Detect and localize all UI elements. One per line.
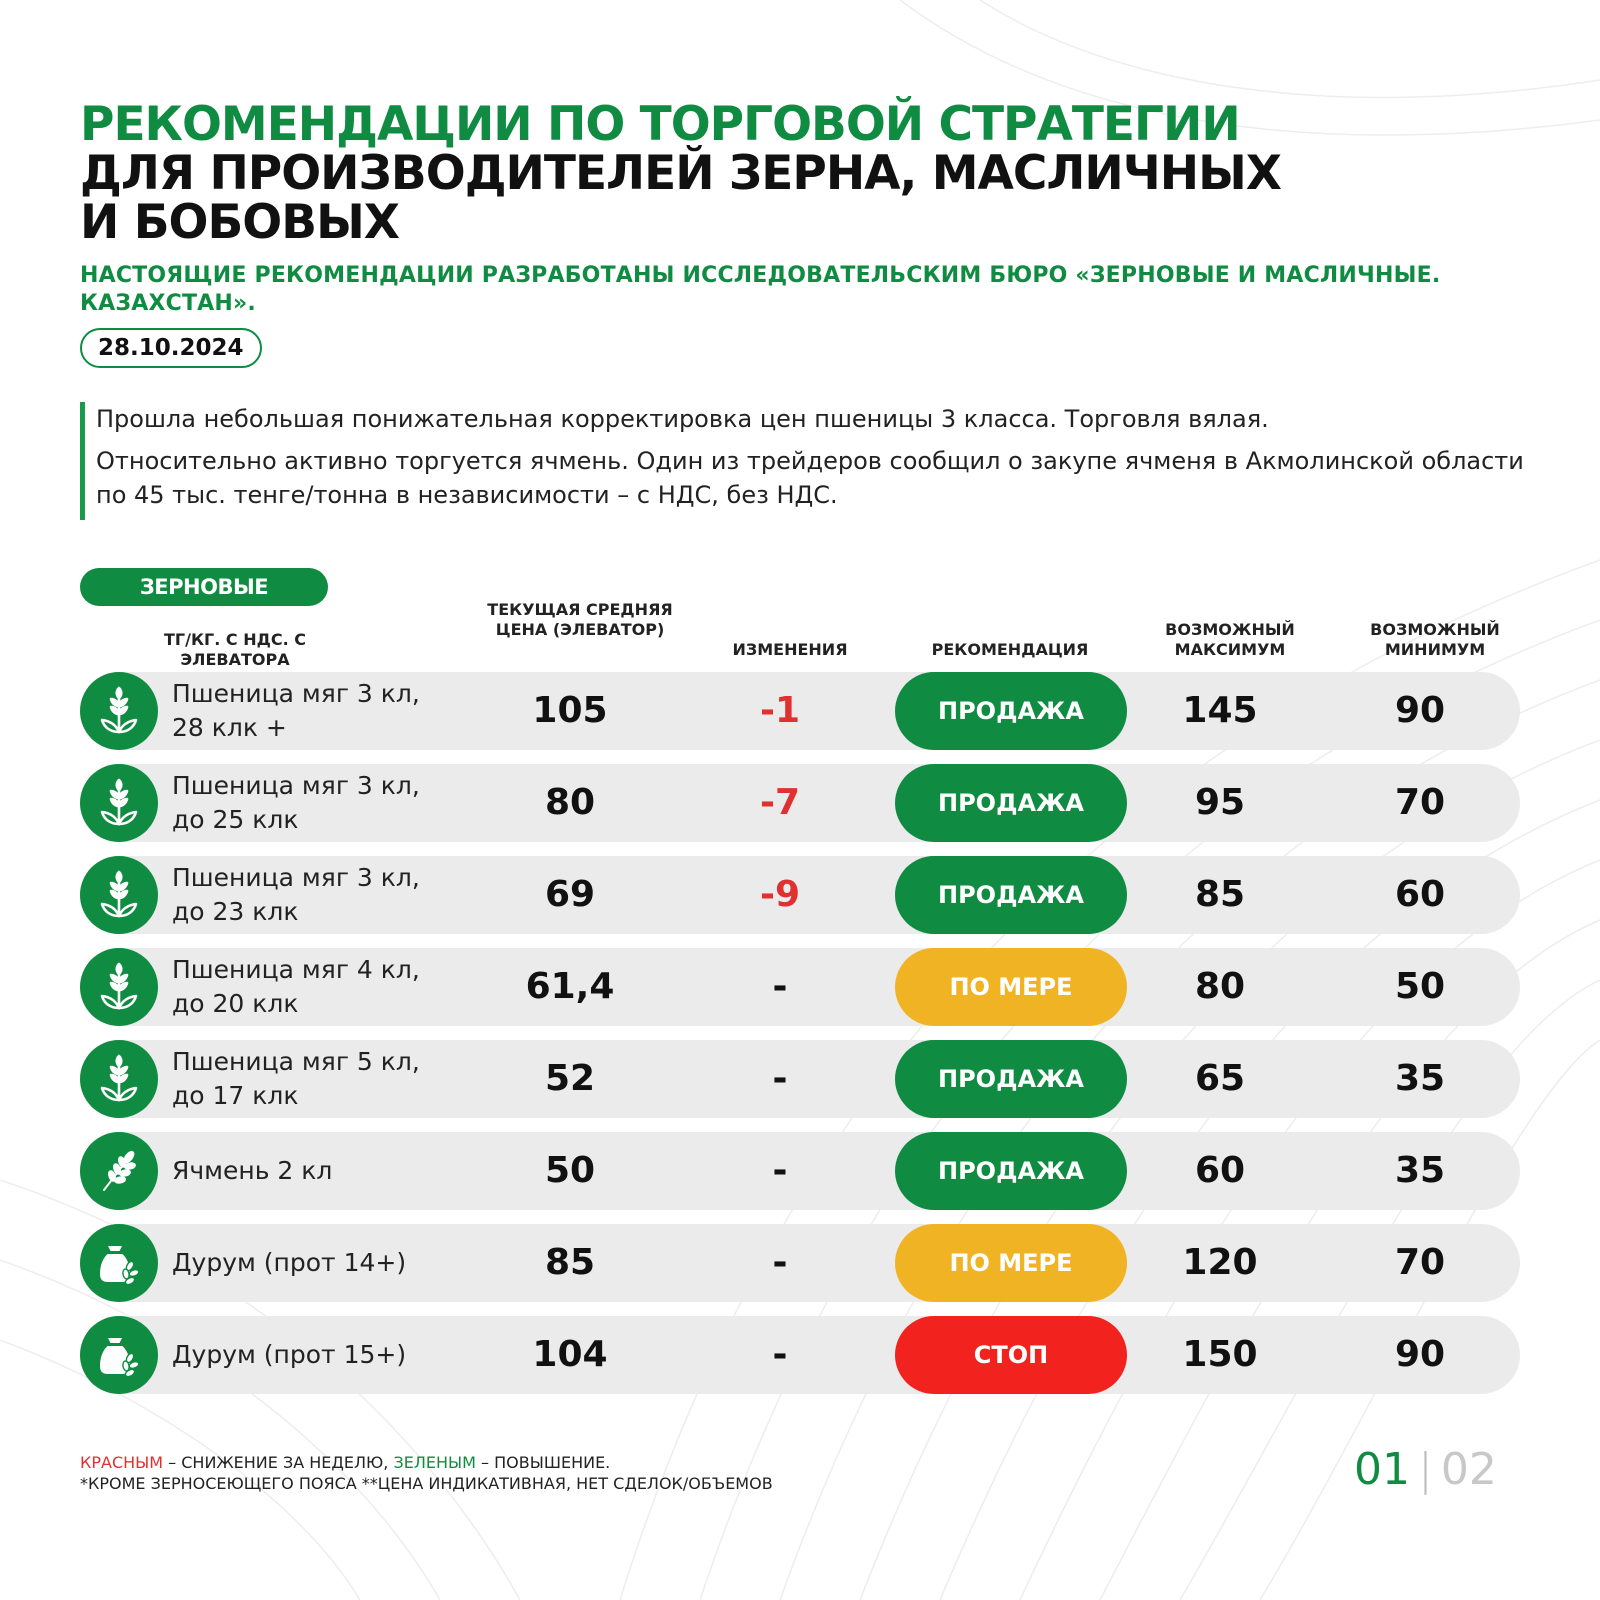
recommendation-badge: ПРОДАЖА: [895, 856, 1127, 934]
possible-max: 150: [1182, 1334, 1258, 1375]
footnote-green-word: ЗЕЛЕНЫМ: [393, 1453, 476, 1472]
page-title: [80, 97, 1540, 250]
possible-min: 90: [1394, 690, 1446, 731]
wheat-icon: [80, 948, 158, 1026]
price-change: -: [772, 966, 788, 1007]
possible-min: 50: [1394, 966, 1446, 1007]
table-row: [80, 1040, 1520, 1118]
header-unit: ТГ/КГ. С НДС. С ЭЛЕВАТОРА: [164, 630, 306, 669]
title-line-3: И БОБОВЫХ: [80, 195, 400, 250]
wheat-icon: [80, 856, 158, 934]
current-price: 69: [544, 874, 596, 915]
category-badge: ЗЕРНОВЫЕ: [80, 568, 328, 606]
crop-name: Пшеница мяг 4 кл, до 20 клк: [172, 955, 420, 1018]
title-line-2: ДЛЯ ПРОИЗВОДИТЕЛЕЙ ЗЕРНА, МАСЛИЧНЫХ: [80, 146, 1282, 201]
price-change: -9: [760, 874, 800, 915]
recommendation-badge: ПО МЕРЕ: [895, 1224, 1127, 1302]
note-paragraph-2: Относительно активно торгуется ячмень. Один из трейдеров сообщил о закупе ячменя в Акмолинской области по 45 тыс. тенге/тонна в независимости – с НДС, без НДС.: [96, 447, 1524, 509]
footnote-line-1: [80, 1452, 1180, 1473]
table-row: [80, 672, 1520, 750]
possible-min: 35: [1394, 1150, 1446, 1191]
table-row: [80, 1224, 1520, 1302]
grain-sack-icon: [80, 1316, 158, 1394]
date-badge: 28.10.2024: [80, 328, 262, 368]
price-change: -1: [760, 690, 800, 731]
current-price: 50: [544, 1150, 596, 1191]
possible-max: 120: [1182, 1242, 1258, 1283]
possible-min: 60: [1394, 874, 1446, 915]
footnote-text-2: – ПОВЫШЕНИЕ.: [475, 1453, 611, 1472]
header-min: ВОЗМОЖНЫЙ МИНИМУМ: [1370, 620, 1500, 659]
crop-name: Пшеница мяг 3 кл, до 23 клк: [172, 863, 420, 926]
table-row: [80, 948, 1520, 1026]
price-change: -: [772, 1242, 788, 1283]
crop-name: Пшеница мяг 3 кл, до 25 клк: [172, 771, 420, 834]
header-change: ИЗМЕНЕНИЯ: [732, 640, 848, 659]
grain-sack-icon: [80, 1224, 158, 1302]
current-price: 85: [544, 1242, 596, 1283]
table-row: [80, 1316, 1520, 1394]
recommendation-badge: ПО МЕРЕ: [895, 948, 1127, 1026]
header-max: ВОЗМОЖНЫЙ МАКСИМУМ: [1165, 620, 1295, 659]
possible-max: 60: [1194, 1150, 1246, 1191]
page-indicator: [1354, 1445, 1497, 1495]
price-change: -: [772, 1334, 788, 1375]
recommendation-badge: ПРОДАЖА: [895, 672, 1127, 750]
price-change: -: [772, 1150, 788, 1191]
header-recommendation: РЕКОМЕНДАЦИЯ: [931, 640, 1089, 659]
subtitle: НАСТОЯЩИЕ РЕКОМЕНДАЦИИ РАЗРАБОТАНЫ ИССЛЕДОВАТЕЛЬСКИМ БЮРО «ЗЕРНОВЫЕ И МАСЛИЧНЫЕ. КАЗАХСТАН».: [80, 263, 1441, 316]
footnote-line-2: *КРОМЕ ЗЕРНОСЕЮЩЕГО ПОЯСА **ЦЕНА ИНДИКАТИВНАЯ, НЕТ СДЕЛОК/ОБЪЕМОВ: [80, 1474, 773, 1493]
current-price: 104: [532, 1334, 608, 1375]
possible-max: 95: [1194, 782, 1246, 823]
possible-max: 65: [1194, 1058, 1246, 1099]
possible-min: 70: [1394, 782, 1446, 823]
current-price: 105: [532, 690, 608, 731]
current-price: 52: [544, 1058, 596, 1099]
crop-name: Дурум (прот 14+): [172, 1248, 407, 1277]
crop-name: Пшеница мяг 5 кл, до 17 клк: [172, 1047, 420, 1110]
recommendation-badge: СТОП: [895, 1316, 1127, 1394]
possible-min: 35: [1394, 1058, 1446, 1099]
wheat-icon: [80, 764, 158, 842]
page-current: 01: [1354, 1444, 1410, 1495]
price-change: -7: [760, 782, 800, 823]
barley-icon: [80, 1132, 158, 1210]
possible-min: 90: [1394, 1334, 1446, 1375]
recommendation-badge: ПРОДАЖА: [895, 1040, 1127, 1118]
footnote: [80, 1452, 1180, 1494]
crop-name: Пшеница мяг 3 кл, 28 клк +: [172, 679, 420, 742]
title-line-1: РЕКОМЕНДАЦИИ ПО ТОРГОВОЙ СТРАТЕГИИ: [80, 97, 1240, 152]
market-note: [80, 402, 1560, 520]
possible-max: 85: [1194, 874, 1246, 915]
wheat-icon: [80, 1040, 158, 1118]
possible-max: 80: [1194, 966, 1246, 1007]
footnote-text-1: – СНИЖЕНИЕ ЗА НЕДЕЛЮ,: [163, 1453, 394, 1472]
page-total: 02: [1440, 1444, 1497, 1495]
header-price: ТЕКУЩАЯ СРЕДНЯЯ ЦЕНА (ЭЛЕВАТОР): [487, 600, 673, 639]
table-row: [80, 856, 1520, 934]
possible-min: 70: [1394, 1242, 1446, 1283]
price-change: -: [772, 1058, 788, 1099]
recommendation-badge: ПРОДАЖА: [895, 1132, 1127, 1210]
note-paragraph-1: Прошла небольшая понижательная корректировка цен пшеницы 3 класса. Торговля вялая.: [96, 405, 1269, 433]
current-price: 61,4: [525, 966, 615, 1007]
footnote-red-word: КРАСНЫМ: [80, 1453, 164, 1472]
page-separator: |: [1418, 1444, 1433, 1495]
table-row: [80, 764, 1520, 842]
crop-name: Дурум (прот 15+): [172, 1340, 407, 1369]
possible-max: 145: [1182, 690, 1258, 731]
table-row: [80, 1132, 1520, 1210]
wheat-icon: [80, 672, 158, 750]
recommendation-badge: ПРОДАЖА: [895, 764, 1127, 842]
current-price: 80: [544, 782, 596, 823]
crop-name: Ячмень 2 кл: [172, 1156, 333, 1185]
